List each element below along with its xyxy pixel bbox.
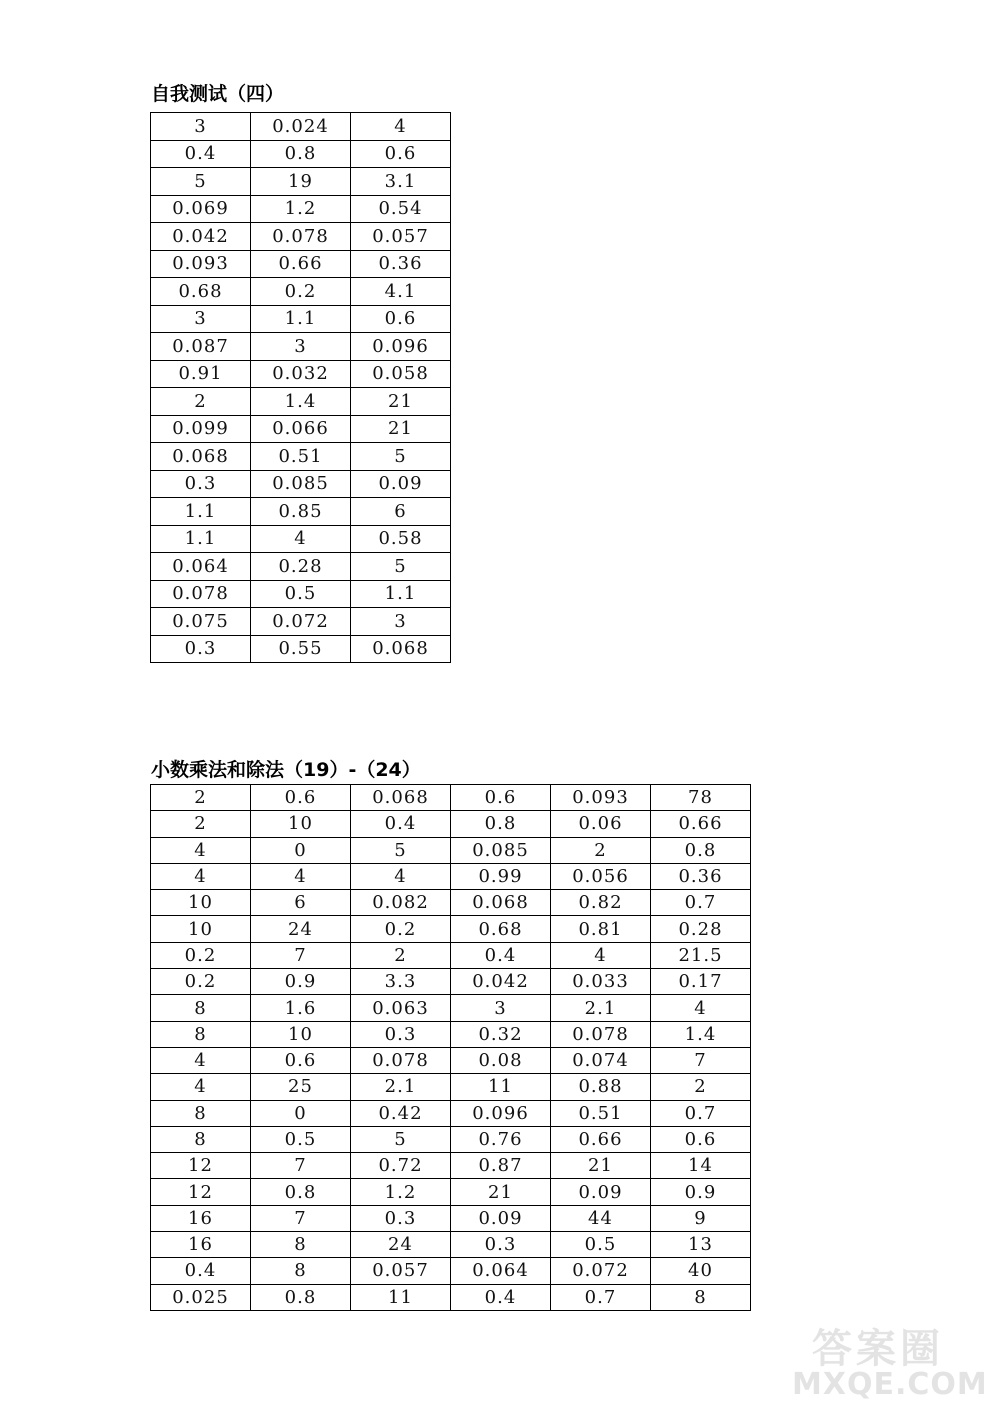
answer-cell: 0.66: [251, 250, 351, 278]
answer-cell: 2.1: [551, 995, 651, 1021]
answer-cell: 0.66: [651, 811, 751, 837]
table-row: [151, 942, 751, 968]
answer-cell: 0.025: [151, 1284, 251, 1310]
answer-cell: 7: [251, 1153, 351, 1179]
answer-cell: 0.51: [251, 443, 351, 471]
answer-cell: 21: [351, 388, 451, 416]
answer-cell: 0.32: [451, 1021, 551, 1047]
answer-cell: 0.085: [251, 470, 351, 498]
answer-cell: 0.55: [251, 635, 351, 663]
answer-cell: 0.6: [351, 305, 451, 333]
answer-cell: 0.064: [151, 553, 251, 581]
answer-cell: 0.4: [451, 942, 551, 968]
site-watermark: [792, 1317, 988, 1407]
answer-cell: 4.1: [351, 278, 451, 306]
answer-cell: 1.1: [151, 525, 251, 553]
answer-cell: 0.068: [351, 635, 451, 663]
answer-cell: 0.024: [251, 113, 351, 141]
answer-cell: 8: [251, 1258, 351, 1284]
answer-cell: 2: [151, 785, 251, 811]
answer-cell: 0.2: [251, 278, 351, 306]
answer-cell: 0.9: [651, 1179, 751, 1205]
answer-cell: 14: [651, 1153, 751, 1179]
answer-cell: 0.078: [251, 223, 351, 251]
answer-cell: 0.81: [551, 916, 651, 942]
answer-cell: 0.3: [151, 635, 251, 663]
section-title-self-test: 自我测试（四）: [151, 83, 285, 105]
table-row: [151, 1153, 751, 1179]
table-row: [151, 1258, 751, 1284]
answer-cell: 4: [151, 863, 251, 889]
answer-cell: 1.1: [251, 305, 351, 333]
answer-cell: 4: [151, 1047, 251, 1073]
table-row: [151, 195, 451, 223]
answer-cell: 0.72: [351, 1153, 451, 1179]
answer-cell: 0.072: [251, 608, 351, 636]
table-row: [151, 635, 451, 663]
answer-cell: 0.68: [151, 278, 251, 306]
answer-cell: 0.068: [451, 890, 551, 916]
table-row: [151, 553, 451, 581]
answer-cell: 0.099: [151, 415, 251, 443]
answer-cell: 0.6: [251, 785, 351, 811]
answer-cell: 0.4: [451, 1284, 551, 1310]
answer-cell: 0.082: [351, 890, 451, 916]
table-row: [151, 113, 451, 141]
table-row: [151, 1126, 751, 1152]
answer-cell: 24: [351, 1232, 451, 1258]
answer-cell: 0.6: [651, 1126, 751, 1152]
table-row: [151, 1232, 751, 1258]
answer-cell: 1.1: [151, 498, 251, 526]
answer-cell: 0.057: [351, 1258, 451, 1284]
answer-cell: 0.66: [551, 1126, 651, 1152]
table-row: [151, 470, 451, 498]
answer-cell: 2: [151, 388, 251, 416]
answer-cell: 16: [151, 1205, 251, 1231]
answer-cell: 21: [451, 1179, 551, 1205]
answer-cell: 0.072: [551, 1258, 651, 1284]
answer-cell: 0.91: [151, 360, 251, 388]
answer-cell: 0.8: [251, 1179, 351, 1205]
table-row: [151, 388, 451, 416]
answer-cell: 0.078: [151, 580, 251, 608]
answer-cell: 0.9: [251, 969, 351, 995]
table-row: [151, 811, 751, 837]
answer-cell: 0: [251, 837, 351, 863]
answer-cell: 11: [351, 1284, 451, 1310]
table-row: [151, 1205, 751, 1231]
answer-cell: 7: [251, 1205, 351, 1231]
answer-cell: 0.093: [551, 785, 651, 811]
answer-cell: 0.28: [251, 553, 351, 581]
answer-cell: 0.7: [651, 890, 751, 916]
table-row: [151, 1100, 751, 1126]
answer-cell: 0.51: [551, 1100, 651, 1126]
answer-cell: 7: [651, 1047, 751, 1073]
answer-cell: 25: [251, 1074, 351, 1100]
answer-cell: 4: [351, 113, 451, 141]
answer-cell: 6: [251, 890, 351, 916]
answer-cell: 0.4: [151, 140, 251, 168]
answer-cell: 0.057: [351, 223, 451, 251]
answer-cell: 0.7: [551, 1284, 651, 1310]
answer-cell: 8: [651, 1284, 751, 1310]
table-row: [151, 1047, 751, 1073]
answer-cell: 0.7: [651, 1100, 751, 1126]
answer-table-decimal-multiplication-division: [150, 784, 751, 1311]
answer-cell: 3: [251, 333, 351, 361]
answer-cell: 8: [151, 1100, 251, 1126]
answer-cell: 5: [151, 168, 251, 196]
table-row: [151, 785, 751, 811]
answer-cell: 12: [151, 1179, 251, 1205]
answer-cell: 4: [651, 995, 751, 1021]
answer-cell: 2: [551, 837, 651, 863]
answer-cell: 0.6: [251, 1047, 351, 1073]
answer-cell: 78: [651, 785, 751, 811]
answer-cell: 12: [151, 1153, 251, 1179]
watermark-site-text: MXQE.COM: [792, 1367, 988, 1402]
answer-cell: 0.6: [351, 140, 451, 168]
answer-cell: 0.078: [351, 1047, 451, 1073]
answer-cell: 0.093: [151, 250, 251, 278]
table-row: [151, 608, 451, 636]
table-row: [151, 1074, 751, 1100]
answer-cell: 1.4: [651, 1021, 751, 1047]
answer-cell: 4: [151, 1074, 251, 1100]
answer-cell: 0.5: [251, 580, 351, 608]
answer-cell: 0.09: [351, 470, 451, 498]
answer-cell: 0.069: [151, 195, 251, 223]
answer-cell: 0.09: [551, 1179, 651, 1205]
answer-cell: 1.2: [351, 1179, 451, 1205]
table-row: [151, 443, 451, 471]
answer-cell: 21.5: [651, 942, 751, 968]
answer-cell: 16: [151, 1232, 251, 1258]
answer-cell: 0.87: [451, 1153, 551, 1179]
table-row: [151, 223, 451, 251]
answer-cell: 0.068: [351, 785, 451, 811]
table-row: [151, 168, 451, 196]
answer-cell: 3: [151, 113, 251, 141]
answer-cell: 0.09: [451, 1205, 551, 1231]
answer-cell: 2.1: [351, 1074, 451, 1100]
answer-cell: 0.042: [451, 969, 551, 995]
table-row: [151, 1021, 751, 1047]
table-row: [151, 969, 751, 995]
answer-cell: 0.5: [251, 1126, 351, 1152]
answer-cell: 0.82: [551, 890, 651, 916]
answer-cell: 0.4: [151, 1258, 251, 1284]
table-row: [151, 890, 751, 916]
answer-cell: 0.056: [551, 863, 651, 889]
answer-cell: 0.066: [251, 415, 351, 443]
answer-cell: 0.2: [151, 942, 251, 968]
table-row: [151, 250, 451, 278]
answer-cell: 19: [251, 168, 351, 196]
table-row: [151, 305, 451, 333]
answer-cell: 4: [251, 863, 351, 889]
answer-cell: 0.88: [551, 1074, 651, 1100]
answer-cell: 0.2: [351, 916, 451, 942]
answer-cell: 7: [251, 942, 351, 968]
answer-cell: 0.17: [651, 969, 751, 995]
answer-cell: 0.075: [151, 608, 251, 636]
answer-cell: 0.08: [451, 1047, 551, 1073]
answer-cell: 0.032: [251, 360, 351, 388]
answer-cell: 5: [351, 443, 451, 471]
answer-cell: 10: [151, 916, 251, 942]
answer-cell: 3: [151, 305, 251, 333]
answer-cell: 0.54: [351, 195, 451, 223]
section-title-decimal-multiplication-division: 小数乘法和除法（19）-（24）: [151, 759, 421, 781]
answer-cell: 11: [451, 1074, 551, 1100]
answer-cell: 2: [651, 1074, 751, 1100]
answer-cell: 4: [151, 837, 251, 863]
answer-cell: 24: [251, 916, 351, 942]
table-row: [151, 333, 451, 361]
table-row: [151, 415, 451, 443]
answer-cell: 3: [451, 995, 551, 1021]
answer-cell: 3.1: [351, 168, 451, 196]
table-row: [151, 498, 451, 526]
answer-cell: 0.2: [151, 969, 251, 995]
answer-cell: 0.3: [151, 470, 251, 498]
answer-cell: 40: [651, 1258, 751, 1284]
answer-cell: 0.68: [451, 916, 551, 942]
answer-cell: 0.36: [351, 250, 451, 278]
answer-cell: 5: [351, 1126, 451, 1152]
answer-cell: 0.096: [451, 1100, 551, 1126]
answer-cell: 21: [351, 415, 451, 443]
answer-cell: 0.76: [451, 1126, 551, 1152]
answer-cell: 21: [551, 1153, 651, 1179]
answer-cell: 2: [151, 811, 251, 837]
answer-cell: 9: [651, 1205, 751, 1231]
answer-table-self-test: [150, 112, 451, 663]
answer-cell: 6: [351, 498, 451, 526]
answer-cell: 0.4: [351, 811, 451, 837]
answer-cell: 0.5: [551, 1232, 651, 1258]
answer-cell: 1.2: [251, 195, 351, 223]
table-row: [151, 360, 451, 388]
answer-cell: 4: [351, 863, 451, 889]
answer-cell: 0.36: [651, 863, 751, 889]
table-row: [151, 525, 451, 553]
answer-cell: 0.033: [551, 969, 651, 995]
answer-cell: 10: [251, 1021, 351, 1047]
watermark-logo: 答案圈: [812, 1326, 944, 1372]
answer-cell: 0.28: [651, 916, 751, 942]
answer-cell: 0.085: [451, 837, 551, 863]
table-row: [151, 580, 451, 608]
answer-cell: 0.8: [251, 140, 351, 168]
answer-cell: 0.3: [351, 1205, 451, 1231]
table-row: [151, 837, 751, 863]
table-row: [151, 916, 751, 942]
answer-cell: 10: [251, 811, 351, 837]
answer-cell: 2: [351, 942, 451, 968]
answer-cell: 5: [351, 553, 451, 581]
answer-cell: 5: [351, 837, 451, 863]
answer-cell: 0.096: [351, 333, 451, 361]
answer-cell: 0.99: [451, 863, 551, 889]
answer-cell: 13: [651, 1232, 751, 1258]
answer-cell: 0.058: [351, 360, 451, 388]
answer-cell: 0.078: [551, 1021, 651, 1047]
answer-cell: 4: [251, 525, 351, 553]
answer-cell: 8: [151, 995, 251, 1021]
answer-cell: 0.8: [651, 837, 751, 863]
answer-cell: 4: [551, 942, 651, 968]
answer-cell: 0.074: [551, 1047, 651, 1073]
answer-cell: 10: [151, 890, 251, 916]
answer-cell: 0.58: [351, 525, 451, 553]
table-row: [151, 140, 451, 168]
answer-cell: 0.3: [351, 1021, 451, 1047]
table-row: [151, 1179, 751, 1205]
answer-cell: 0.85: [251, 498, 351, 526]
answer-cell: 8: [151, 1126, 251, 1152]
answer-cell: 44: [551, 1205, 651, 1231]
answer-cell: 0.087: [151, 333, 251, 361]
answer-cell: 0.063: [351, 995, 451, 1021]
table-row: [151, 1284, 751, 1310]
answer-cell: 1.4: [251, 388, 351, 416]
answer-cell: 0.064: [451, 1258, 551, 1284]
answer-cell: 0.6: [451, 785, 551, 811]
answer-cell: 8: [151, 1021, 251, 1047]
answer-cell: 0.42: [351, 1100, 451, 1126]
answer-cell: 0.3: [451, 1232, 551, 1258]
answer-cell: 1.1: [351, 580, 451, 608]
answer-cell: 3: [351, 608, 451, 636]
table-row: [151, 863, 751, 889]
answer-cell: 0.06: [551, 811, 651, 837]
answer-cell: 0: [251, 1100, 351, 1126]
table-row: [151, 278, 451, 306]
answer-cell: 0.8: [251, 1284, 351, 1310]
answer-cell: 1.6: [251, 995, 351, 1021]
answer-cell: 0.8: [451, 811, 551, 837]
answer-cell: 0.042: [151, 223, 251, 251]
answer-cell: 8: [251, 1232, 351, 1258]
table-row: [151, 995, 751, 1021]
answer-cell: 3.3: [351, 969, 451, 995]
answer-cell: 0.068: [151, 443, 251, 471]
